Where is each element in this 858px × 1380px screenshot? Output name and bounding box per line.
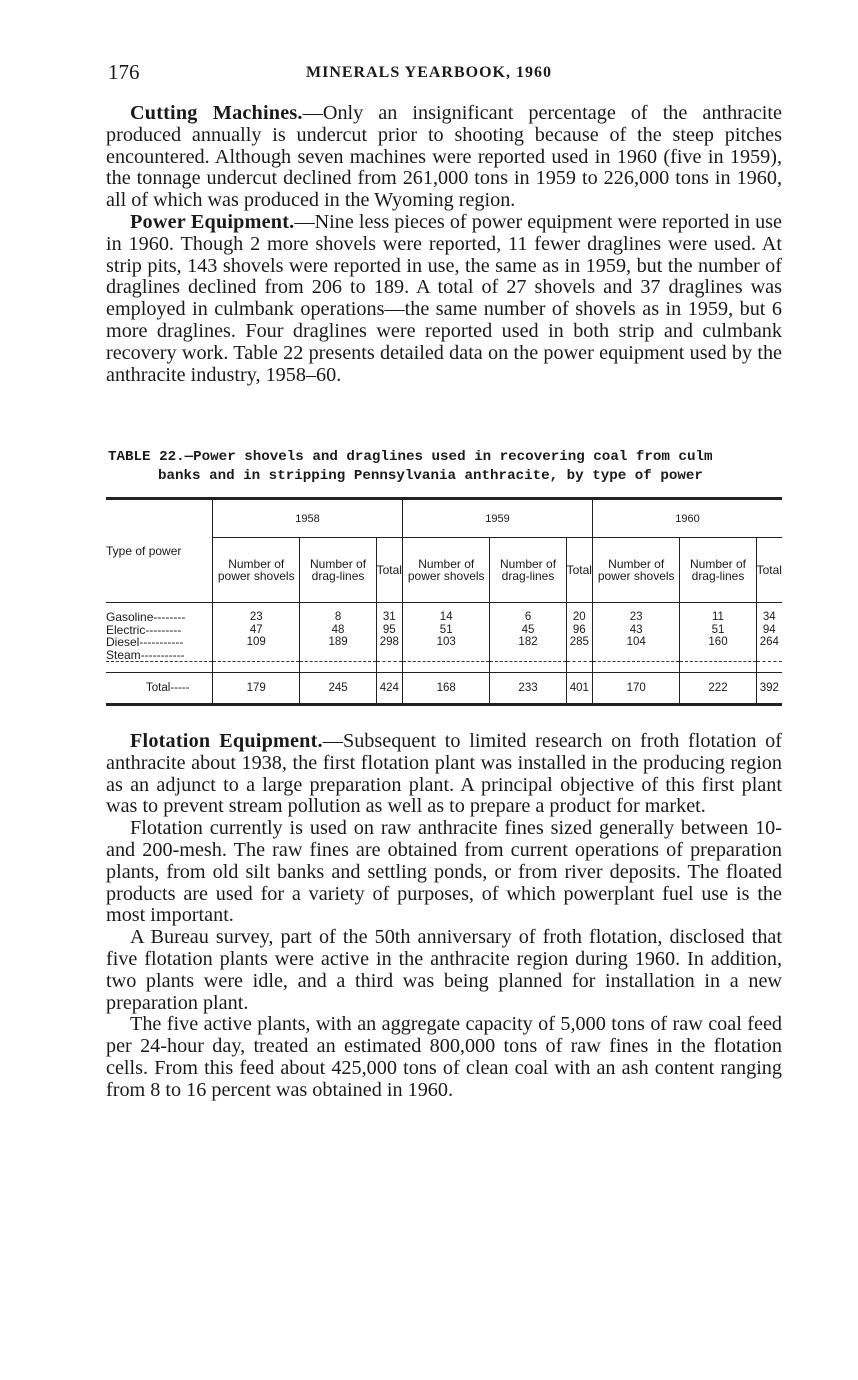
column-1960-shovels: 23 43 104 — [592, 603, 679, 662]
total-cell: 222 — [680, 673, 756, 705]
row-labels — [106, 603, 213, 662]
total-cell: 168 — [402, 673, 489, 705]
total-label: Total----- — [106, 673, 213, 705]
column-1958-shovels: 23 47 109 — [213, 603, 300, 662]
sub-header-total: Total — [566, 538, 592, 603]
table-caption-line: banks and in stripping Pennsylvania anthracite, by type of power — [158, 468, 703, 484]
total-cell: 179 — [213, 673, 300, 705]
year-header-1959: 1959 — [402, 499, 592, 538]
total-cell: 401 — [566, 673, 592, 705]
sub-header-shovels: Number of power shovels — [402, 538, 489, 603]
column-1960-draglines: 11 51 160 — [680, 603, 756, 662]
page-number: 176 — [108, 60, 140, 84]
total-cell: 245 — [300, 673, 376, 705]
total-cell: 424 — [376, 673, 402, 705]
paragraph-text: A Bureau survey, part of the 50th anniversary of froth flotation, disclosed that five flotation plants were active in the anthracite region during 1960. In addition, two plants were idle, and a third was being planned for installation in a new preparation plant. — [106, 926, 782, 1014]
sub-header-shovels: Number of power shovels — [592, 538, 679, 603]
column-1960-total: 34 94 264 — [756, 603, 782, 662]
sub-header-draglines: Number of drag-lines — [490, 538, 566, 603]
paragraph-flotation-equipment — [106, 731, 782, 818]
dash-separator-row — [106, 662, 782, 673]
column-1958-total: 31 95 298 — [376, 603, 402, 662]
column-1959-draglines: 6 45 182 — [490, 603, 566, 662]
paragraph-text: —Only an insignificant percentage of the anthracite produced annually is undercut prior to shooting because of the steep pitches encountered. Although seven machines were reported used in 1960 (five in 1959), the tonnage undercut declined from 261,000 tons in 1959 to 226,000 tons in 1960, all of which was produced in the Wyoming region. — [106, 102, 782, 212]
paragraph-text: —Nine less pieces of power equipment were reported in use in 1960. Though 2 more shovels were reported, 11 fewer draglines were used. At strip pits, 143 shovels were reported in use, the same as in 1959, but the number of draglines declined from 206 to 189. A total of 27 shovels and 37 draglines was employed in culmbank operations—the same number of shovels as in 1959, but 6 more draglines. Four draglines were reported used in both strip and culmbank recovery work. Table 22 presents detailed data on the power equipment used by the anthracite industry, 1958–60. — [106, 210, 782, 386]
total-cell: 170 — [592, 673, 679, 705]
total-row — [106, 673, 782, 705]
paragraph-lead: Flotation Equipment. — [130, 730, 323, 752]
paragraph-cutting-machines — [106, 103, 782, 212]
paragraph-text: —Subsequent to limited research on froth flotation of anthracite about 1938, the first flotation plant was installed in the producing region as an adjunct to a large preparation plant. A principal objective of this first plant was to prevent stream pollution as well as to prepare a product for market. — [106, 730, 782, 818]
body-text-top — [106, 103, 782, 386]
paragraph-bureau-survey — [106, 927, 782, 1014]
paragraph-lead: Power Equipment. — [130, 210, 295, 233]
paragraph-lead: Cutting Machines. — [130, 102, 303, 124]
paragraph-power-equipment — [106, 212, 782, 386]
sub-header-draglines: Number of drag-lines — [680, 538, 756, 603]
body-text-bottom — [106, 731, 782, 1102]
table-caption-line: TABLE 22.—Power shovels and draglines used in recovering coal from culm — [108, 449, 713, 465]
table-caption — [108, 448, 782, 486]
running-head: MINERALS YEARBOOK, 1960 — [306, 64, 552, 81]
row-label-diesel: Diesel----------- — [106, 635, 184, 649]
paragraph-text: Flotation currently is used on raw anthracite fines sized generally between 10- and 200-mesh. The raw fines are obtained from current operations of preparation plants, from old silt banks and settling ponds, or from river deposits. The floated products are used for a variety of purposes, of which powerplant fuel use is the most important. — [106, 817, 782, 927]
year-header-1960: 1960 — [592, 499, 782, 538]
type-of-power-header: Type of power — [106, 544, 182, 558]
sub-header-total: Total — [376, 538, 402, 603]
sub-header-draglines: Number of drag-lines — [300, 538, 376, 603]
paragraph-active-plants — [106, 1014, 782, 1101]
column-1959-shovels: 14 51 103 — [402, 603, 489, 662]
row-label-gasoline: Gasoline-------- — [106, 610, 186, 624]
row-label-steam: Steam----------- — [106, 647, 185, 662]
sub-header-total: Total — [756, 538, 782, 603]
power-equipment-table — [106, 497, 782, 706]
total-cell: 233 — [490, 673, 566, 705]
year-header-1958: 1958 — [213, 499, 403, 538]
paragraph-text: The five active plants, with an aggregate capacity of 5,000 tons of raw coal feed per 24-hour day, treated an estimated 800,000 tons of raw fines in the flotation cells. From this feed about 425,000 tons of clean coal with an ash content ranging from 8 to 16 percent was obtained in 1960. — [106, 1013, 782, 1101]
column-1959-total: 20 96 285 — [566, 603, 592, 662]
total-cell: 392 — [756, 673, 782, 705]
column-1958-draglines: 8 48 189 — [300, 603, 376, 662]
paragraph-flotation-use — [106, 818, 782, 927]
row-label-electric: Electric--------- — [106, 622, 182, 637]
sub-header-shovels: Number of power shovels — [213, 538, 300, 603]
